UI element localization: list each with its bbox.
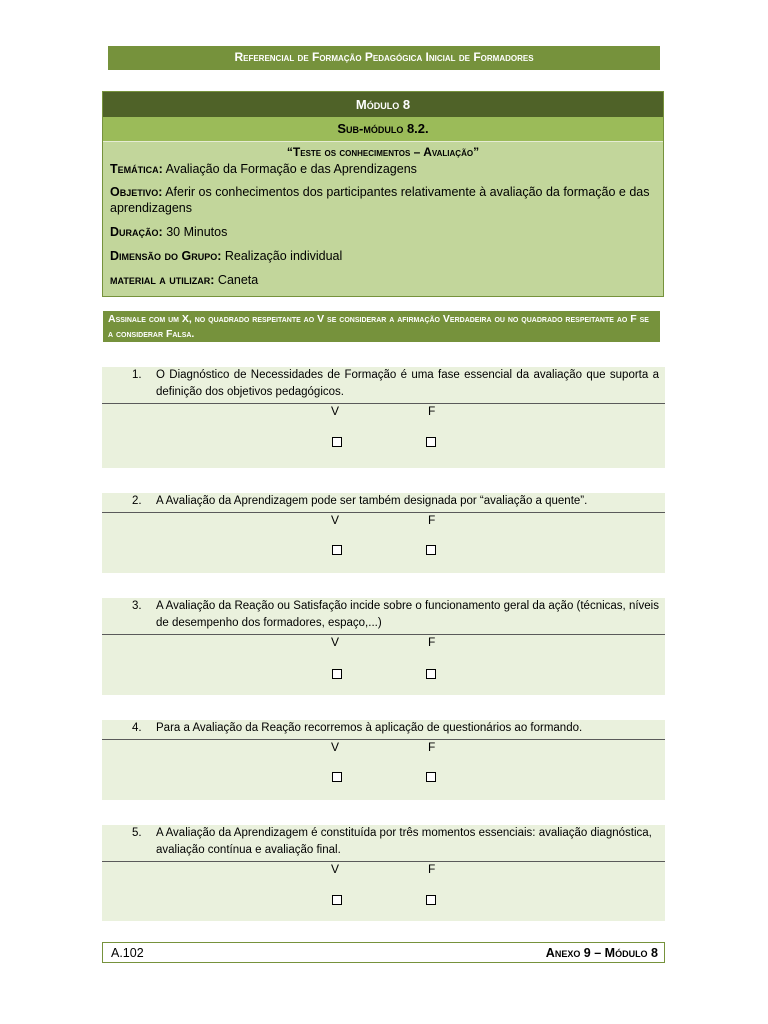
false-label: F xyxy=(428,404,436,418)
page-footer xyxy=(102,942,665,963)
answer-area xyxy=(102,635,665,697)
question-text: A Avaliação da Aprendizagem é constituída por três momentos essenciais: avaliação diagnóstica, avaliação contínua e avaliação final. xyxy=(156,827,652,856)
instruction-banner: Assinale com um X, no quadrado respeitante ao V se considerar a afirmação Verdadeira ou no quadrado respeitante ao F se a considerar Falsa. xyxy=(103,311,660,342)
answer-area xyxy=(102,404,665,466)
activity-title: “Teste os conhecimentos – Avaliação” xyxy=(286,145,480,159)
true-checkbox[interactable] xyxy=(332,669,342,679)
false-checkbox[interactable] xyxy=(426,437,436,447)
question-block xyxy=(102,367,665,468)
field-value: Avaliação da Formação e das Aprendizagens xyxy=(165,162,417,176)
question-header xyxy=(102,720,665,740)
question-block xyxy=(102,720,665,800)
false-checkbox[interactable] xyxy=(426,772,436,782)
false-label: F xyxy=(428,740,436,754)
question-text: O Diagnóstico de Necessidades de Formação é uma fase essencial da avaliação que suporta a definição dos objetivos pedagógicos. xyxy=(156,369,659,398)
module-info-box xyxy=(102,91,664,297)
field-label: Dimensão do Grupo: xyxy=(110,249,222,263)
false-checkbox[interactable] xyxy=(426,545,436,555)
question-text: A Avaliação da Aprendizagem pode ser também designada por “avaliação a quente”. xyxy=(156,495,588,507)
answer-area xyxy=(102,740,665,802)
field-duracao xyxy=(110,224,656,240)
module-title: Módulo 8 xyxy=(103,92,663,117)
field-label: Duração: xyxy=(110,225,163,239)
false-label: F xyxy=(428,513,436,527)
false-label: F xyxy=(428,862,436,876)
true-label: V xyxy=(331,635,340,649)
field-label: Temática: xyxy=(110,162,163,176)
page-number: A.102 xyxy=(111,946,144,960)
question-number: 3. xyxy=(132,600,142,612)
question-number: 1. xyxy=(132,369,142,381)
question-text: Para a Avaliação da Reação recorremos à aplicação de questionários ao formando. xyxy=(156,722,583,734)
field-value: 30 Minutos xyxy=(166,225,228,239)
field-tematica xyxy=(110,161,656,177)
module-details xyxy=(103,142,663,288)
question-number: 4. xyxy=(132,722,142,734)
question-header xyxy=(102,598,665,635)
field-value: Realização individual xyxy=(224,249,343,263)
field-material xyxy=(110,272,656,288)
field-objetivo xyxy=(110,184,656,216)
question-header xyxy=(102,493,665,513)
field-label: Objetivo: xyxy=(110,185,163,199)
true-label: V xyxy=(331,513,340,527)
document-header-banner: Referencial de Formação Pedagógica Inicial de Formadores xyxy=(108,46,660,70)
question-text: A Avaliação da Reação ou Satisfação incide sobre o funcionamento geral da ação (técnicas, níveis de desempenho dos formadores, espaço,...) xyxy=(156,600,659,629)
field-value: Caneta xyxy=(217,273,259,287)
true-checkbox[interactable] xyxy=(332,437,342,447)
field-dimensao-grupo xyxy=(110,248,656,264)
false-label: F xyxy=(428,635,436,649)
question-block xyxy=(102,493,665,573)
true-checkbox[interactable] xyxy=(332,895,342,905)
field-value: Aferir os conhecimentos dos participantes relativamente à avaliação da formação e das aprendizagens xyxy=(110,185,650,215)
question-block xyxy=(102,825,665,921)
answer-area xyxy=(102,513,665,575)
question-header xyxy=(102,825,665,862)
true-label: V xyxy=(331,404,340,418)
answer-area xyxy=(102,862,665,924)
true-label: V xyxy=(331,740,340,754)
false-checkbox[interactable] xyxy=(426,895,436,905)
true-label: V xyxy=(331,862,340,876)
true-checkbox[interactable] xyxy=(332,772,342,782)
question-block xyxy=(102,598,665,695)
submodule-title: Sub-módulo 8.2. xyxy=(103,117,663,142)
annex-label: Anexo 9 – Módulo 8 xyxy=(545,946,658,960)
true-checkbox[interactable] xyxy=(332,545,342,555)
question-number: 5. xyxy=(132,827,142,839)
field-label: material a utilizar: xyxy=(110,273,215,287)
question-header xyxy=(102,367,665,404)
false-checkbox[interactable] xyxy=(426,669,436,679)
question-number: 2. xyxy=(132,495,142,507)
